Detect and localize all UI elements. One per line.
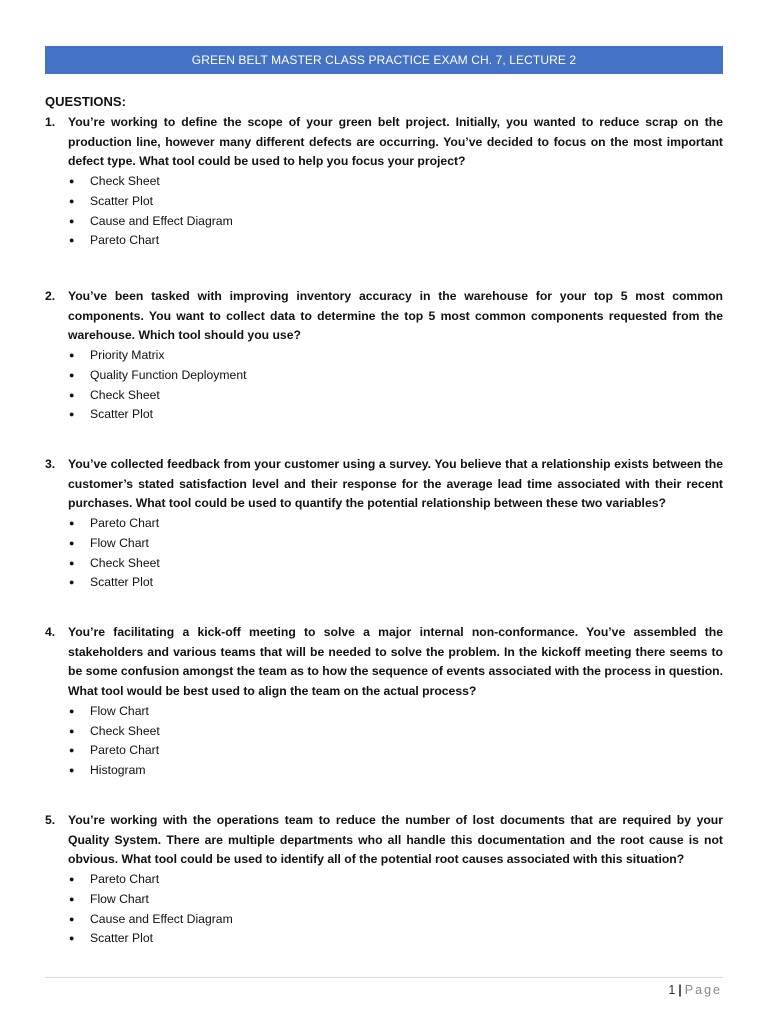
exam-title: GREEN BELT MASTER CLASS PRACTICE EXAM CH. 7, LECTURE 2: [191, 53, 577, 67]
answer-option: ● Check Sheet: [68, 172, 723, 192]
answer-option: ● Priority Matrix: [68, 346, 723, 366]
question-stem: [45, 287, 723, 346]
bullet-dot-icon: ●: [69, 537, 75, 548]
section-heading: QUESTIONS:: [45, 94, 126, 109]
answer-options: [45, 870, 723, 949]
question-stem: [45, 623, 723, 702]
bullet-dot-icon: ●: [69, 577, 75, 588]
question-stem: [45, 455, 723, 514]
answer-option: ● Pareto Chart: [68, 870, 723, 890]
answer-option: ● Flow Chart: [68, 534, 723, 554]
bullet-dot-icon: ●: [69, 389, 75, 400]
page-separator: |: [678, 983, 682, 997]
question-text: You’ve been tasked with improving inventory accuracy in the warehouse for your top 5 most common components. You want to collect data to determine the top 5 most common components requested from the warehouse. Which tool should you use?: [68, 289, 723, 343]
bullet-dot-icon: ●: [69, 933, 75, 944]
answer-option: ● Cause and Effect Diagram: [68, 212, 723, 232]
bullet-dot-icon: ●: [69, 764, 75, 775]
answer-option: ● Check Sheet: [68, 554, 723, 574]
bullet-dot-icon: ●: [69, 745, 75, 756]
answer-option: ● Scatter Plot: [68, 929, 723, 949]
bullet-dot-icon: ●: [69, 350, 75, 361]
answer-option: ● Quality Function Deployment: [68, 366, 723, 386]
question-3: [45, 455, 723, 593]
question-text: You’re working with the operations team to reduce the number of lost documents that are required by your Quality System. There are multiple departments who all handle this documentation and the root cause is not obvious. What tool could be used to identify all of the potential root causes associated with this situation?: [68, 813, 723, 867]
bullet-dot-icon: ●: [69, 369, 75, 380]
question-number: 2.: [45, 289, 56, 303]
bullet-dot-icon: ●: [69, 215, 75, 226]
answer-option: ● Histogram: [68, 761, 723, 781]
answer-option: ● Cause and Effect Diagram: [68, 910, 723, 930]
answer-options: [45, 702, 723, 781]
question-text: You’ve collected feedback from your customer using a survey. You believe that a relationship exists between the customer’s stated satisfaction level and their response for the average lead time associated with their recent purchases. What tool could be used to quantify the potential relationship between these two variables?: [68, 457, 723, 511]
answer-option: ● Scatter Plot: [68, 573, 723, 593]
answer-option: ● Scatter Plot: [68, 192, 723, 212]
footer-divider: [45, 977, 723, 978]
bullet-dot-icon: ●: [69, 874, 75, 885]
answer-options: [45, 172, 723, 251]
page-footer: [668, 981, 722, 999]
bullet-dot-icon: ●: [69, 518, 75, 529]
answer-option: ● Pareto Chart: [68, 231, 723, 251]
question-1: [45, 113, 723, 251]
question-number: 4.: [45, 625, 56, 639]
bullet-dot-icon: ●: [69, 235, 75, 246]
exam-title-banner: [45, 46, 723, 74]
answer-option: ● Flow Chart: [68, 890, 723, 910]
question-4: [45, 623, 723, 781]
question-number: 1.: [45, 115, 56, 129]
answer-options: [45, 346, 723, 425]
question-number: 5.: [45, 813, 56, 827]
bullet-dot-icon: ●: [69, 557, 75, 568]
answer-option: ● Check Sheet: [68, 386, 723, 406]
answer-option: ● Check Sheet: [68, 722, 723, 742]
answer-option: ● Pareto Chart: [68, 514, 723, 534]
page-label: Page: [684, 983, 722, 997]
bullet-dot-icon: ●: [69, 409, 75, 420]
bullet-dot-icon: ●: [69, 893, 75, 904]
answer-options: [45, 514, 723, 593]
bullet-dot-icon: ●: [69, 913, 75, 924]
answer-option: ● Scatter Plot: [68, 405, 723, 425]
question-stem: [45, 113, 723, 172]
answer-option: ● Flow Chart: [68, 702, 723, 722]
question-text: You’re facilitating a kick-off meeting to solve a major internal non-conformance. You’ve assembled the stakeholders and various teams that will be needed to solve the problem. In the kickoff meeting there seems to be some confusion amongst the team as to how the sequence of events associated with the process in question. What tool would be best used to align the team on the actual process?: [68, 625, 723, 699]
bullet-dot-icon: ●: [69, 176, 75, 187]
question-number: 3.: [45, 457, 56, 471]
bullet-dot-icon: ●: [69, 195, 75, 206]
question-stem: [45, 811, 723, 870]
question-5: [45, 811, 723, 949]
answer-option: ● Pareto Chart: [68, 741, 723, 761]
question-text: You’re working to define the scope of your green belt project. Initially, you wanted to reduce scrap on the production line, however many different defects are occurring. You’ve decided to focus on the most important defect type. What tool could be used to help you focus your project?: [68, 115, 723, 169]
bullet-dot-icon: ●: [69, 705, 75, 716]
page-number: 1: [668, 983, 676, 997]
bullet-dot-icon: ●: [69, 725, 75, 736]
question-2: [45, 287, 723, 425]
